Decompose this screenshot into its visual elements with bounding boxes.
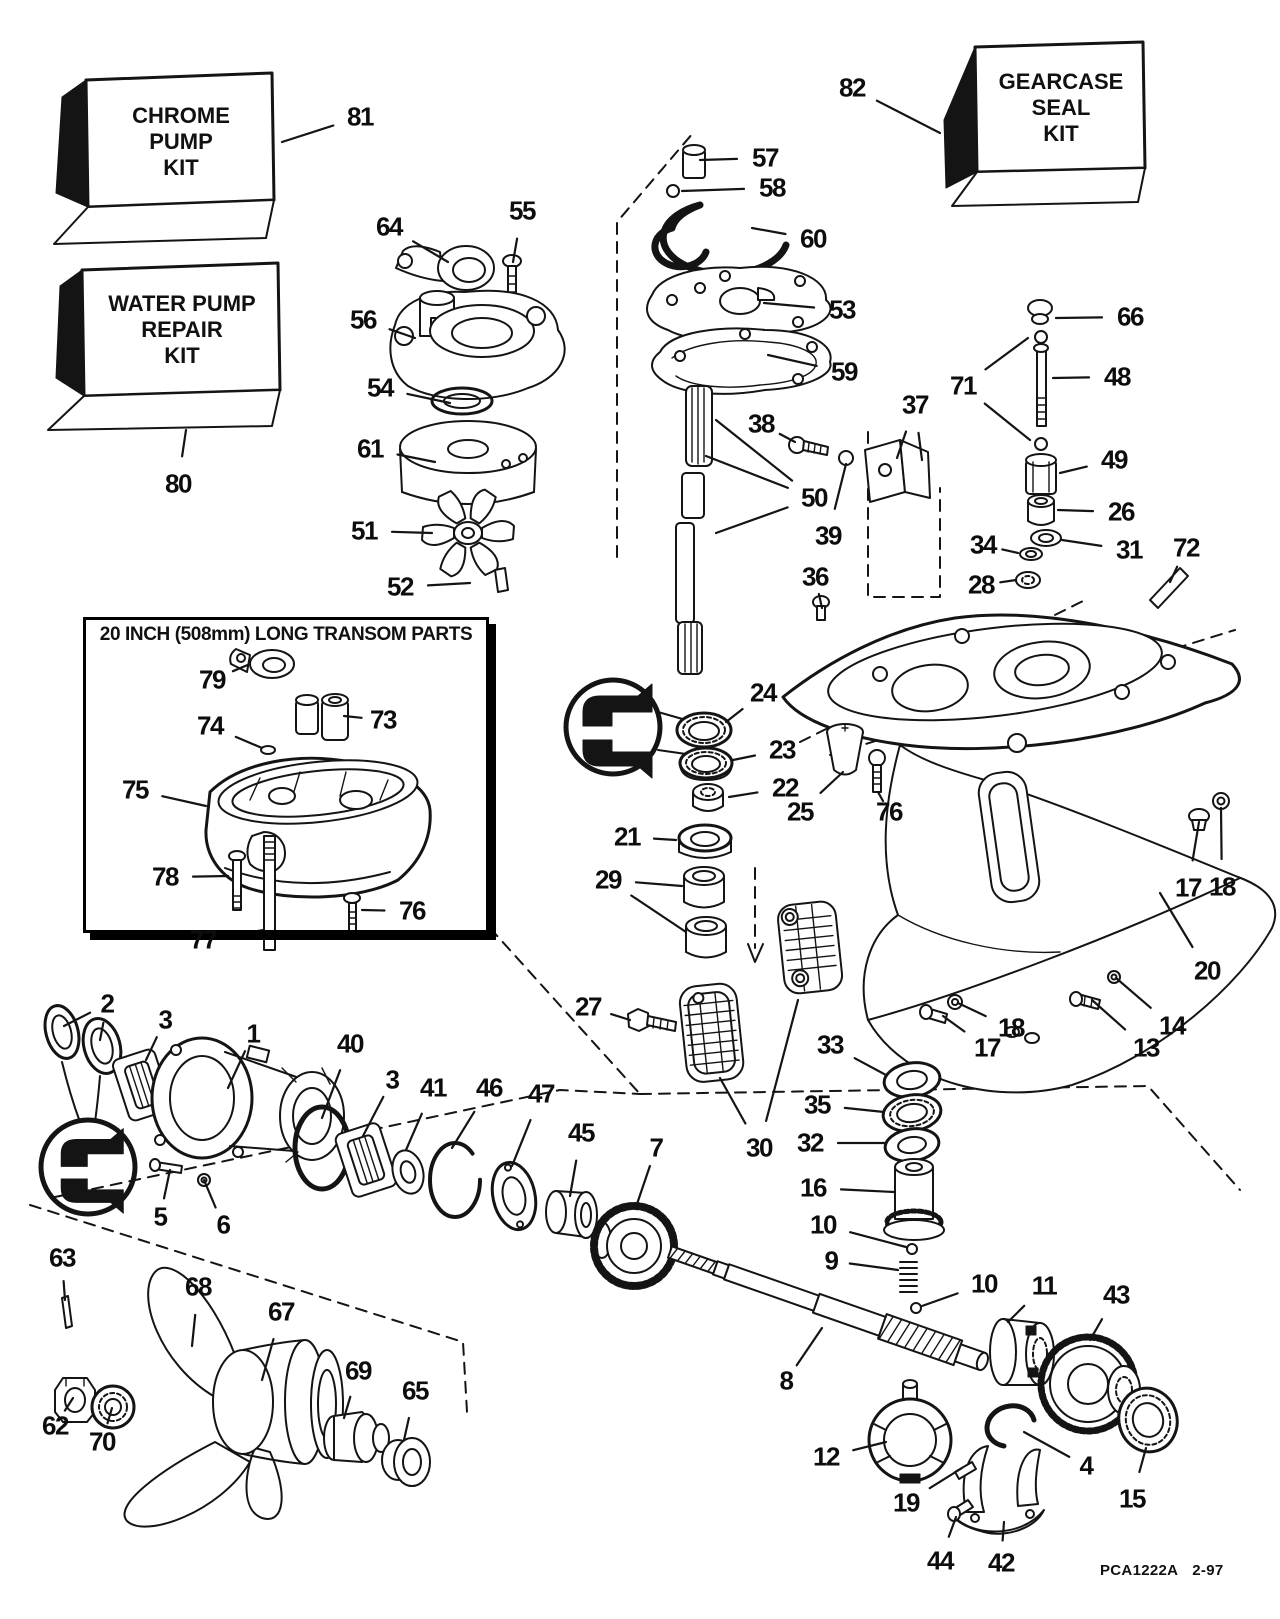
leader-line-5	[164, 1170, 170, 1198]
part-label-29: 29	[595, 864, 621, 895]
leader-line-53	[764, 303, 814, 308]
part-label-18-upper: 18	[1209, 871, 1235, 902]
leader-line-26	[1058, 510, 1093, 511]
part-label-40: 40	[337, 1028, 363, 1059]
leader-line-27	[611, 1014, 630, 1020]
part-label-60: 60	[800, 223, 826, 254]
leader-line-54	[407, 394, 450, 403]
leader-line-50	[706, 456, 788, 488]
leader-line-71	[985, 404, 1030, 440]
leader-line-13	[1092, 1000, 1125, 1029]
leader-line-30	[720, 1078, 745, 1124]
leader-line-7	[637, 1166, 650, 1204]
part-label-2: 2	[100, 988, 114, 1019]
part-label-13: 13	[1133, 1032, 1159, 1063]
leader-line-37	[897, 432, 906, 459]
revision-date: 2-97	[1192, 1562, 1224, 1579]
leader-line-19	[930, 1468, 962, 1488]
part-label-34: 34	[970, 529, 996, 560]
part-label-52: 52	[387, 571, 413, 602]
part-label-26: 26	[1108, 496, 1134, 527]
leader-line-66	[1056, 317, 1102, 318]
leader-line-67	[262, 1339, 274, 1380]
leader-line-62	[65, 1398, 73, 1411]
leader-line-9	[850, 1264, 898, 1271]
part-label-68: 68	[185, 1271, 211, 1302]
leader-line-15	[1139, 1448, 1146, 1472]
part-label-27: 27	[575, 991, 601, 1022]
kit-line: SEAL	[1031, 95, 1091, 121]
leader-line-82	[877, 101, 940, 133]
part-label-76-upper: 76	[876, 796, 902, 827]
part-label-8: 8	[779, 1365, 793, 1396]
gearcase-seal-kit-label	[981, 58, 1141, 158]
leader-line-47	[512, 1120, 531, 1166]
chrome-pump-kit-label	[92, 92, 270, 192]
leader-line-38	[780, 434, 795, 442]
leader-line-43	[1090, 1319, 1102, 1340]
leader-line-72	[1170, 567, 1177, 582]
leader-line-1	[228, 1051, 245, 1088]
leader-line-4	[1024, 1432, 1069, 1457]
leader-line-10-upper	[850, 1232, 906, 1247]
part-label-72: 72	[1173, 532, 1199, 563]
leader-line-56	[390, 329, 416, 338]
leader-line-60	[752, 228, 785, 234]
leader-line-3-right	[363, 1097, 383, 1136]
part-label-58: 58	[759, 172, 785, 203]
part-label-1: 1	[246, 1018, 260, 1049]
leader-line-33	[855, 1058, 886, 1075]
leader-line-34	[1002, 549, 1018, 553]
part-label-3-right: 3	[385, 1064, 399, 1095]
leader-line-14	[1116, 978, 1151, 1008]
part-label-31: 31	[1116, 534, 1142, 565]
part-label-46: 46	[476, 1072, 502, 1103]
part-label-69: 69	[345, 1355, 371, 1386]
part-label-59: 59	[831, 356, 857, 387]
leader-line-8	[797, 1328, 822, 1365]
kit-line: WATER PUMP	[108, 291, 256, 317]
part-label-78: 78	[152, 861, 178, 892]
kit-line: KIT	[164, 342, 200, 368]
leader-line-70	[108, 1408, 113, 1423]
part-label-39: 39	[815, 520, 841, 551]
leader-line-59	[768, 355, 817, 366]
part-label-56: 56	[350, 304, 376, 335]
leader-line-68	[192, 1315, 195, 1346]
leader-line-45	[570, 1161, 576, 1196]
leader-line-16	[841, 1189, 894, 1192]
leader-line-50	[716, 507, 788, 533]
leader-line-24	[726, 709, 743, 722]
leader-line-61	[398, 455, 436, 463]
leader-line-22	[729, 792, 757, 797]
leader-line-80	[182, 430, 186, 456]
part-code: PCA1222A	[1100, 1562, 1179, 1579]
leader-line-29	[636, 882, 682, 886]
leader-line-58	[682, 189, 744, 191]
leader-line-25	[821, 772, 844, 793]
leader-line-37	[919, 433, 923, 460]
leader-line-65	[404, 1418, 409, 1440]
part-label-9: 9	[824, 1245, 838, 1276]
leader-line-2	[64, 1013, 90, 1026]
part-label-5: 5	[153, 1201, 167, 1232]
leader-line-11	[1008, 1306, 1024, 1322]
part-label-81: 81	[347, 101, 373, 132]
part-label-37: 37	[902, 389, 928, 420]
part-label-54: 54	[367, 372, 393, 403]
leader-line-44	[949, 1517, 956, 1537]
part-label-77: 77	[190, 924, 216, 955]
part-label-7: 7	[649, 1132, 663, 1163]
leader-line-29	[631, 896, 686, 933]
part-label-82: 82	[839, 72, 865, 103]
leader-line-57	[700, 159, 737, 160]
leader-line-31	[1062, 540, 1101, 546]
leader-line-3-left	[146, 1037, 157, 1060]
leader-line-36	[819, 594, 822, 608]
leader-line-52	[428, 583, 470, 585]
part-label-80: 80	[165, 468, 191, 499]
part-label-74: 74	[197, 710, 223, 741]
leader-line-18-lower	[958, 1003, 986, 1016]
leader-line-23	[733, 756, 755, 761]
part-label-79: 79	[199, 664, 225, 695]
part-label-61: 61	[357, 433, 383, 464]
part-label-33: 33	[817, 1029, 843, 1060]
leader-line-18-upper	[1221, 808, 1222, 859]
leader-line-2	[100, 1023, 103, 1040]
part-label-36: 36	[802, 561, 828, 592]
leader-line-55	[513, 239, 517, 262]
part-label-43: 43	[1103, 1279, 1129, 1310]
inset-title: 20 INCH (508mm) LONG TRANSOM PARTS	[99, 624, 473, 645]
part-label-23: 23	[769, 734, 795, 765]
part-label-10-upper: 10	[810, 1209, 836, 1240]
part-label-75: 75	[122, 774, 148, 805]
part-label-48: 48	[1104, 361, 1130, 392]
part-label-12: 12	[813, 1441, 839, 1472]
part-label-51: 51	[351, 515, 377, 546]
part-label-21: 21	[614, 821, 640, 852]
kit-line: KIT	[163, 154, 199, 180]
part-label-55: 55	[509, 195, 535, 226]
leader-line-28	[1000, 580, 1016, 582]
leader-line-41	[406, 1114, 422, 1150]
leader-line-21	[654, 839, 676, 840]
leader-line-71	[986, 338, 1029, 369]
part-label-64: 64	[376, 211, 402, 242]
part-label-35: 35	[804, 1089, 830, 1120]
leader-line-10-lower	[922, 1293, 958, 1306]
leader-line-40	[322, 1070, 340, 1118]
kit-line: REPAIR	[141, 317, 223, 343]
leader-line-6	[204, 1180, 216, 1208]
part-label-25: 25	[787, 796, 813, 827]
kit-line: PUMP	[149, 129, 213, 155]
part-label-66: 66	[1117, 301, 1143, 332]
part-label-3-left: 3	[158, 1004, 172, 1035]
part-label-44: 44	[927, 1545, 953, 1576]
part-label-73: 73	[370, 704, 396, 735]
leader-line-17-upper	[1193, 822, 1199, 860]
leader-line-39	[835, 464, 846, 509]
part-label-17-lower: 17	[974, 1032, 1000, 1063]
water-pump-repair-kit-label	[88, 282, 276, 378]
part-label-41: 41	[420, 1072, 446, 1103]
part-label-38: 38	[748, 408, 774, 439]
leader-line-42	[1003, 1522, 1004, 1541]
part-label-65: 65	[402, 1375, 428, 1406]
part-label-76-inset: 76	[399, 895, 425, 926]
part-label-28: 28	[968, 569, 994, 600]
kit-line: CHROME	[132, 103, 230, 129]
leader-line-69	[344, 1397, 350, 1418]
part-label-20: 20	[1194, 955, 1220, 986]
part-label-17-upper: 17	[1175, 872, 1201, 903]
leader-line-81	[282, 126, 333, 143]
part-label-70: 70	[89, 1426, 115, 1457]
part-label-30: 30	[746, 1132, 772, 1163]
part-label-50: 50	[801, 482, 827, 513]
part-label-10-lower: 10	[971, 1268, 997, 1299]
part-label-22: 22	[772, 772, 798, 803]
leader-line-30	[766, 1000, 798, 1121]
part-label-49: 49	[1101, 444, 1127, 475]
part-label-45: 45	[568, 1117, 594, 1148]
leader-line-48	[1053, 377, 1089, 378]
part-label-24: 24	[750, 677, 776, 708]
leader-line-64	[413, 241, 448, 262]
leader-line-17-lower	[943, 1016, 964, 1032]
part-label-63: 63	[49, 1242, 75, 1273]
part-label-19: 19	[893, 1487, 919, 1518]
leader-line-46	[452, 1112, 474, 1148]
leader-line-35	[845, 1108, 884, 1112]
part-label-16: 16	[800, 1172, 826, 1203]
leader-line-63	[64, 1281, 65, 1300]
part-label-14: 14	[1159, 1010, 1185, 1041]
part-label-71: 71	[950, 370, 976, 401]
part-label-57: 57	[752, 142, 778, 173]
leader-line-49	[1060, 467, 1087, 473]
part-label-53: 53	[829, 294, 855, 325]
part-label-6: 6	[216, 1209, 230, 1240]
part-label-47: 47	[528, 1078, 554, 1109]
part-label-18-lower: 18	[998, 1012, 1024, 1043]
drawing-code	[1100, 1562, 1238, 1579]
part-label-67: 67	[268, 1296, 294, 1327]
leader-line-51	[392, 532, 432, 533]
part-label-15: 15	[1119, 1483, 1145, 1514]
part-label-32: 32	[797, 1127, 823, 1158]
part-label-62: 62	[42, 1410, 68, 1441]
kit-line: GEARCASE	[998, 69, 1124, 95]
leader-line-12	[853, 1442, 886, 1450]
part-label-11: 11	[1031, 1270, 1057, 1301]
kit-line: KIT	[1043, 120, 1079, 146]
part-label-42: 42	[988, 1547, 1014, 1578]
part-label-4: 4	[1079, 1450, 1093, 1481]
